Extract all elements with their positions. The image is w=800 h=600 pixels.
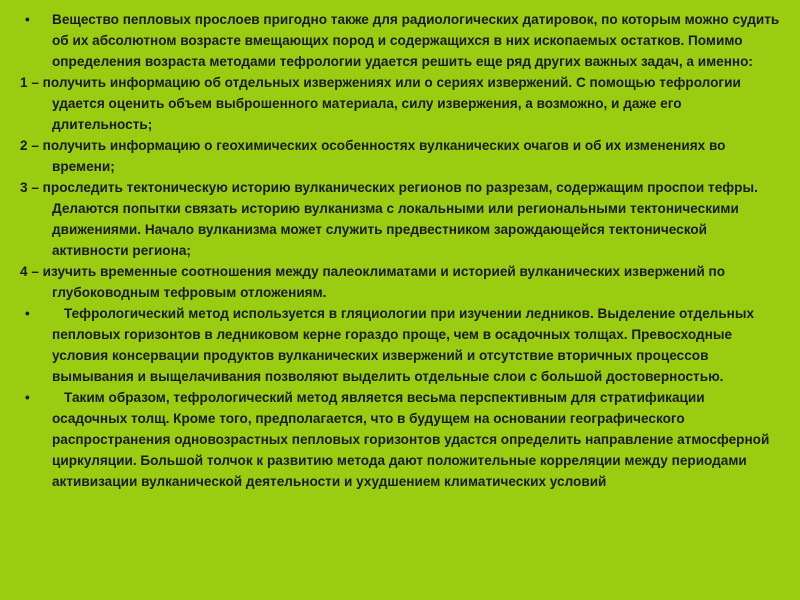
- bullet-marker: •: [25, 12, 30, 27]
- paragraph-text: 2 – получить информацию о геохимических особенностях вулканических очагов и об их изменениях во времени;: [20, 138, 726, 174]
- bullet-marker: •: [25, 390, 30, 405]
- paragraph-bullet-2: [20, 303, 780, 387]
- paragraph-item-4: [20, 261, 780, 303]
- paragraph-text: Вещество пепловых прослоев пригодно также для радиологических датировок, по которым можно судить об их абсолютном возрасте вмещающих пород и содержащихся в них ископаемых остатков. Помимо определения возраста методами тефрологии удается решить еще ряд других важных задач, а именно:: [52, 12, 780, 69]
- paragraph-text: Тефрологический метод используется в гляциологии при изучении ледников. Выделение отдельных пепловых горизонтов в ледниковом керне гораздо проще, чем в осадочных толщах. Превосходные условия консервации продуктов вулканических извержений и отсутствие вторичных процессов вымывания и выщелачивания позволяют выделить отдельные слои с большой достоверностью.: [52, 306, 755, 384]
- paragraph-bullet-1: [20, 9, 780, 72]
- paragraph-item-2: [20, 135, 780, 177]
- paragraph-item-3: [20, 177, 780, 261]
- paragraph-text: 4 – изучить временные соотношения между палеоклиматами и историей вулканических извержений по глубоководным тефровым отложениям.: [20, 264, 726, 300]
- bullet-marker: •: [25, 306, 30, 321]
- paragraph-bullet-3: [20, 387, 780, 492]
- paragraph-text: Таким образом, тефрологический метод является весьма перспективным для стратификации осадочных толщ. Кроме того, предполагается, что в будущем на основании географического распространения одновозрастных пепловых горизонтов удастся определить направление атмосферной циркуляции. Большой толчок к развитию метода дают положительные корреляции между периодами активизации вулканической деятельности и ухудшением климатических условий: [52, 390, 770, 489]
- paragraph-text: 3 – проследить тектоническую историю вулканических регионов по разрезам, содержащим проспои тефры. Делаются попытки связать историю вулканизма с локальными или региональными тектоническими движениями. Начало вулканизма может служить предвестником зарождающейся тектонической активности региона;: [20, 180, 758, 258]
- paragraph-text: 1 – получить информацию об отдельных извержениях или о сериях извержений. С помощью тефрологии удается оценить объем выброшенного материала, силу извержения, а возможно, и даже его длительность;: [20, 75, 741, 132]
- paragraph-item-1: [20, 72, 780, 135]
